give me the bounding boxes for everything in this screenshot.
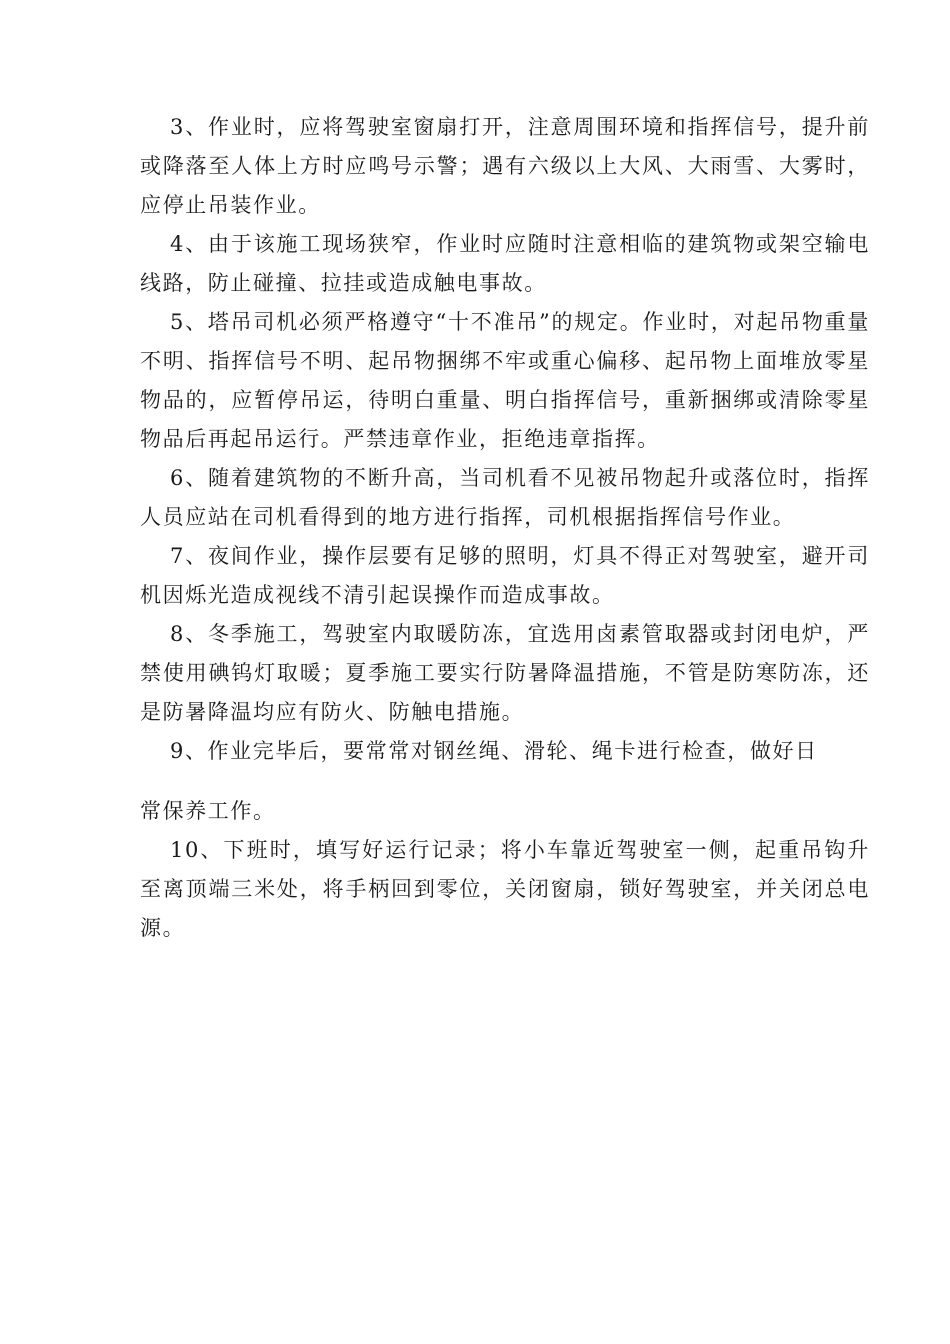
paragraph-item-5: 5、塔吊司机必须严格遵守“十不准吊”的规定。作业时，对起吊物重量不明、指挥信号不明、起吊物捆绑不牢或重心偏移、起吊物上面堆放零星物品的，应暂停吊运，待明白重量、明白指挥信号，重新捆绑或清除零星物品后再起吊运行。严禁违章作业，拒绝违章指挥。: [140, 310, 870, 451]
paragraph-item-10: 10、下班时，填写好运行记录；将小车靠近驾驶室一侧，起重吊钩升至离顶端三米处，将手柄回到零位，关闭窗扇，锁好驾驶室，并关闭总电源。: [140, 838, 870, 940]
paragraph-item-6: 6、随着建筑物的不断升高，当司机看不见被吊物起升或落位时，指挥人员应站在司机看得到的地方进行指挥，司机根据指挥信号作业。: [140, 466, 870, 529]
paragraph-item-7: 7、夜间作业，操作层要有足够的照明，灯具不得正对驾驶室，避开司机因烁光造成视线不清引起误操作而造成事故。: [140, 544, 870, 607]
paragraph-item-8: 8、冬季施工，驾驶室内取暖防冻，宜选用卤素管取器或封闭电炉，严禁使用碘钨灯取暖；夏季施工要实行防暑降温措施，不管是防寒防冻，还是防暑降温均应有防火、防触电措施。: [140, 622, 870, 724]
paragraph-item-9-continued: 常保养工作。: [140, 799, 276, 823]
paragraph-item-3: 3、作业时，应将驾驶室窗扇打开，注意周围环境和指挥信号，提升前或降落至人体上方时应鸣号示警；遇有六级以上大风、大雨雪、大雾时，应停止吊装作业。: [140, 115, 870, 217]
paragraph-item-4: 4、由于该施工现场狭窄，作业时应随时注意相临的建筑物或架空输电线路，防止碰撞、拉挂或造成触电事故。: [140, 232, 870, 295]
paragraph-item-9: 9、作业完毕后，要常常对钢丝绳、滑轮、绳卡进行检查，做好日: [170, 739, 818, 763]
document-body: [140, 108, 870, 948]
